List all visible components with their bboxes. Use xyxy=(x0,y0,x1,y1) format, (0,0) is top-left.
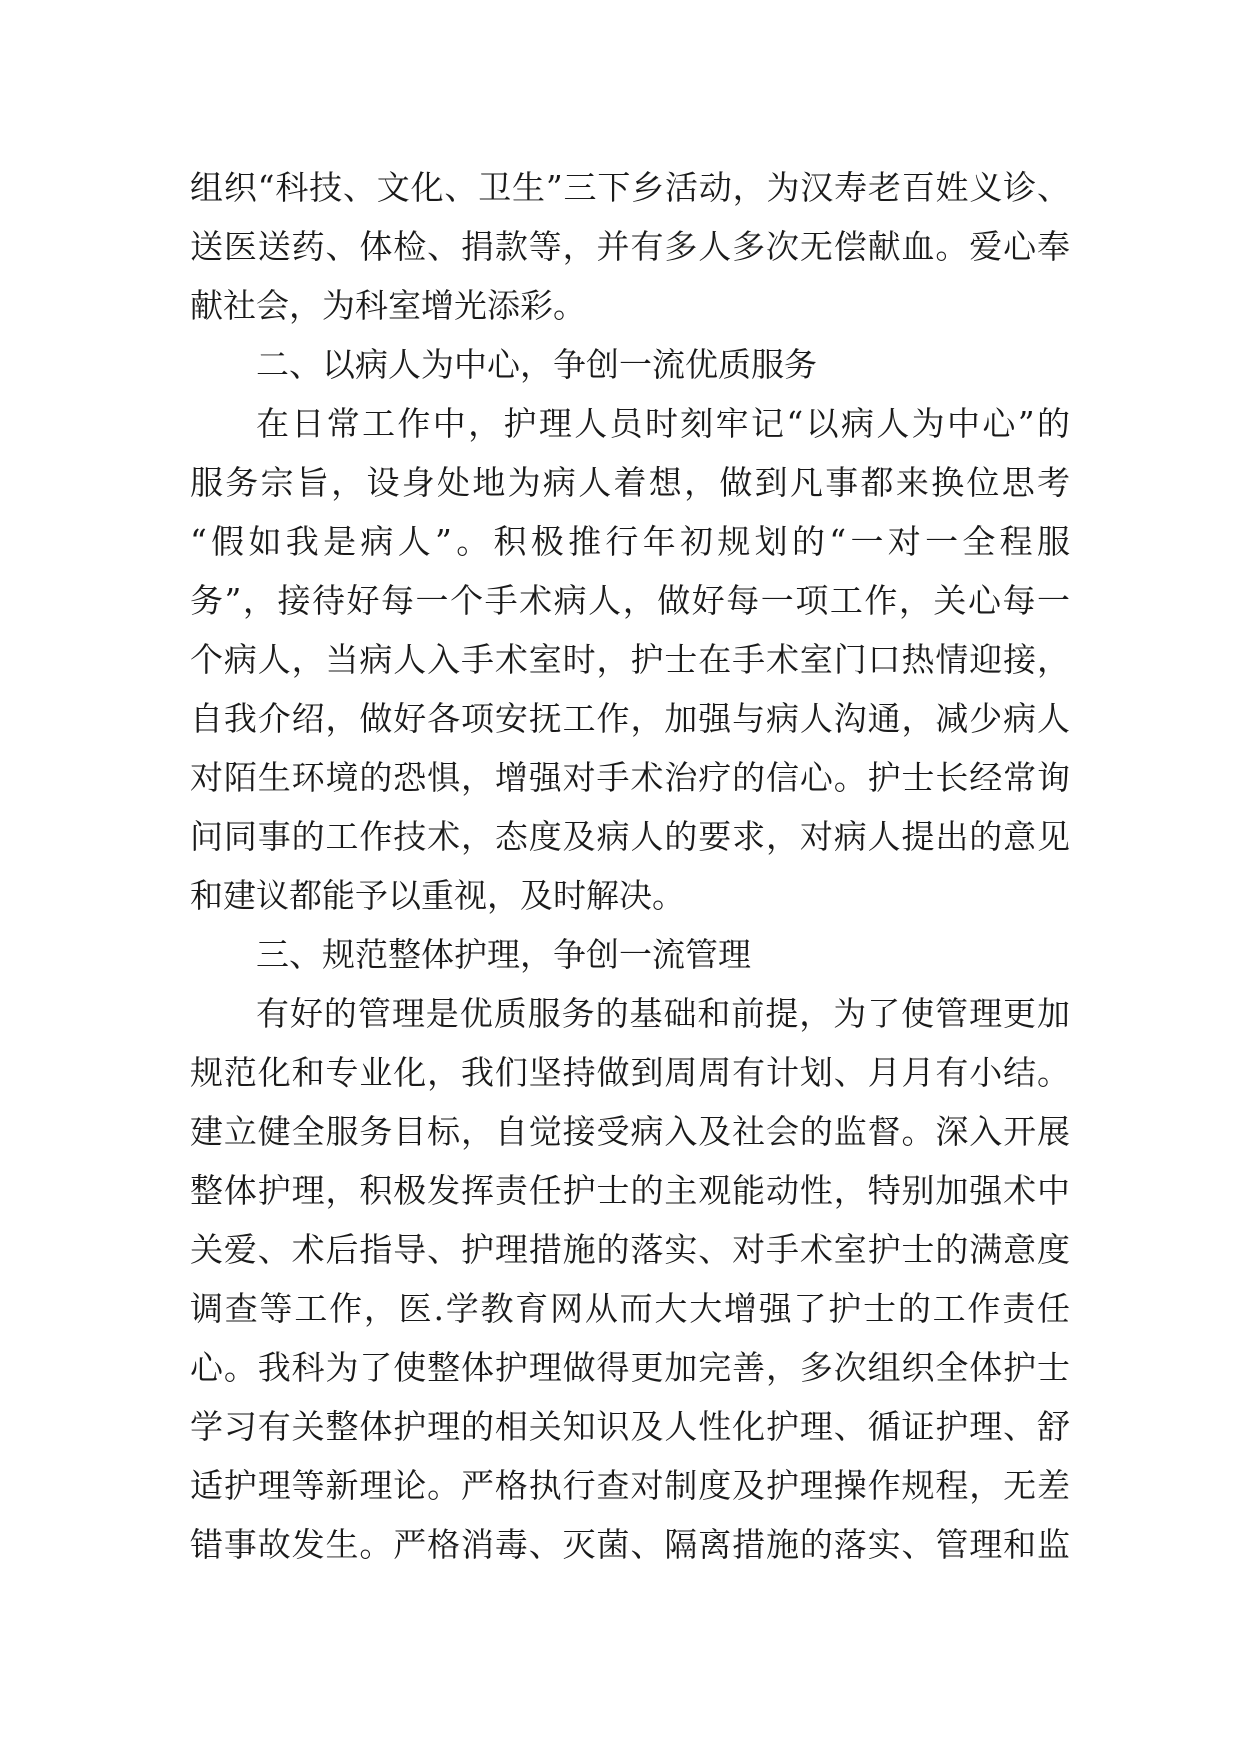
paragraph-line: 建立健全服务目标，自觉接受病入及社会的监督。深入开展 xyxy=(190,1112,1070,1151)
section-heading: 三、规范整体护理，争创一流管理 xyxy=(256,935,751,974)
paragraph-line: 问同事的工作技术，态度及病人的要求，对病人提出的意见 xyxy=(190,817,1070,856)
paragraph-line: 送医送药、体检、捐款等，并有多人多次无偿献血。爱心奉 xyxy=(190,227,1070,266)
paragraph-line: 规范化和专业化，我们坚持做到周周有计划、月月有小结。 xyxy=(190,1053,1070,1092)
paragraph-line: 学习有关整体护理的相关知识及人性化护理、循证护理、舒 xyxy=(190,1407,1070,1446)
paragraph-line: 自我介绍，做好各项安抚工作，加强与病人沟通，减少病人 xyxy=(190,699,1070,738)
paragraph-line: 适护理等新理论。严格执行查对制度及护理操作规程，无差 xyxy=(190,1466,1070,1505)
paragraph-line: 组织“科技、文化、卫生”三下乡活动，为汉寿老百姓义诊、 xyxy=(190,168,1070,207)
paragraph-line: 心。我科为了使整体护理做得更加完善，多次组织全体护士 xyxy=(190,1348,1070,1387)
paragraph-line: 有好的管理是优质服务的基础和前提，为了使管理更加 xyxy=(256,994,1070,1033)
paragraph-line: 务”，接待好每一个手术病人，做好每一项工作，关心每一 xyxy=(190,581,1070,620)
section-heading: 二、以病人为中心，争创一流优质服务 xyxy=(256,345,817,384)
paragraph-line: 服务宗旨，设身处地为病人着想，做到凡事都来换位思考 xyxy=(190,463,1070,502)
paragraph-line: 关爱、术后指导、护理措施的落实、对手术室护士的满意度 xyxy=(190,1230,1070,1269)
paragraph-line: 错事故发生。严格消毒、灭菌、隔离措施的落实、管理和监 xyxy=(190,1525,1070,1564)
document-body xyxy=(190,158,1070,1574)
paragraph-line: 整体护理，积极发挥责任护士的主观能动性，特别加强术中 xyxy=(190,1171,1070,1210)
paragraph-line: 和建议都能予以重视，及时解决。 xyxy=(190,876,685,915)
paragraph-line: 对陌生环境的恐惧，增强对手术治疗的信心。护士长经常询 xyxy=(190,758,1070,797)
paragraph-line: 调查等工作，医.学教育网从而大大增强了护士的工作责任 xyxy=(190,1289,1070,1328)
paragraph-line: 献社会，为科室增光添彩。 xyxy=(190,286,586,325)
paragraph-line: 个病人，当病人入手术室时，护士在手术室门口热情迎接， xyxy=(190,640,1070,679)
paragraph-line: “假如我是病人”。积极推行年初规划的“一对一全程服 xyxy=(190,522,1070,561)
paragraph-line: 在日常工作中，护理人员时刻牢记“以病人为中心”的 xyxy=(256,404,1070,443)
